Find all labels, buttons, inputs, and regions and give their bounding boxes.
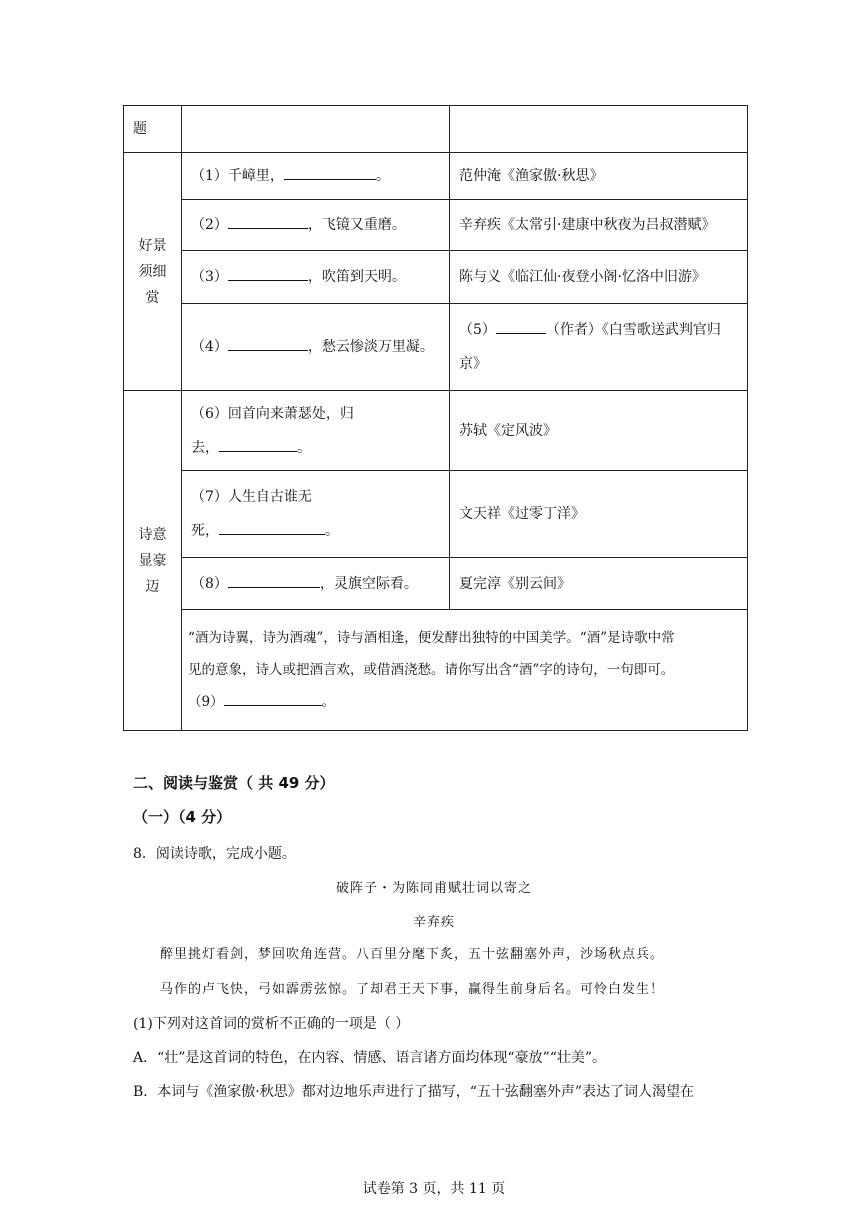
fill-in-table — [123, 105, 748, 731]
poem-author: 辛弃疾 — [412, 915, 455, 930]
table-row — [124, 200, 748, 251]
option-a[interactable]: A．“壮”是这首词的特色，在内容、情感、语言诸方面均体现“豪放”“壮美”。 — [133, 1050, 607, 1066]
source-cell: （5） （作者）《白雪歌送武判官归京》 — [450, 304, 748, 391]
question-cell: （7）人生自古谁无 死， 。 — [182, 471, 450, 558]
answer-blank[interactable] — [224, 689, 322, 706]
answer-blank[interactable] — [228, 571, 320, 588]
source-cell: 辛弃疾《太常引·建康中秋夜为吕叔潜赋》 — [450, 200, 748, 251]
question-cell: （4） ，愁云惨淡万里凝。 — [182, 304, 450, 391]
section-title: 二、阅读与鉴赏（ 共 49 分） — [133, 774, 335, 792]
author-blank[interactable] — [496, 317, 546, 334]
header-category-cell: 题 — [124, 106, 182, 153]
answer-blank[interactable] — [284, 163, 376, 180]
wine-question-cell: “酒为诗翼，诗为酒魂”，诗与酒相逢，便发酵出独特的中国美学。“酒”是诗歌中常 见的意象，诗人或把酒言欢，或借酒浇愁。请你写出含“酒”字的诗句，一句即可。 （9） 。 — [182, 610, 748, 731]
source-cell: 范仲淹《渔家傲·秋思》 — [450, 153, 748, 200]
answer-blank[interactable] — [219, 518, 325, 535]
question-cell: （3） ，吹笛到天明。 — [182, 251, 450, 304]
poem-title: 破阵子・为陈同甫赋壮词以寄之 — [335, 881, 532, 896]
subsection-title: （一）（4 分） — [133, 808, 232, 826]
answer-blank[interactable] — [228, 264, 308, 281]
question-cell: （8） ，灵旗空际看。 — [182, 558, 450, 610]
source-cell: 苏轼《定风波》 — [450, 391, 748, 471]
category-cell-heroic: 诗意 显豪 迈 — [124, 391, 182, 731]
source-cell: 陈与义《临江仙·夜登小阁·忆洛中旧游》 — [450, 251, 748, 304]
question-cell: （6）回首向来萧瑟处，归 去， 。 — [182, 391, 450, 471]
table-row — [124, 304, 748, 391]
question-cell: （1）千嶂里， 。 — [182, 153, 450, 200]
page-footer: 试卷第 3 页，共 11 页 — [362, 1181, 506, 1197]
table-row — [124, 610, 748, 731]
table-header-row — [124, 106, 748, 153]
table-row — [124, 471, 748, 558]
source-cell: 文天祥《过零丁洋》 — [450, 471, 748, 558]
poem-line: 马作的卢飞快，弓如霹雳弦惊。了却君王天下事，赢得生前身后名。可怜白发生！ — [160, 982, 665, 997]
question-stem: (1)下列对这首词的赏析不正确的一项是（ ） — [133, 1016, 410, 1032]
source-cell: 夏完淳《别云间》 — [450, 558, 748, 610]
question-cell: （2） ，飞镜又重磨。 — [182, 200, 450, 251]
table-row — [124, 391, 748, 471]
category-cell-scenery: 好景 须细 赏 — [124, 153, 182, 391]
table-row — [124, 153, 748, 200]
answer-blank[interactable] — [219, 435, 297, 452]
answer-blank[interactable] — [228, 212, 308, 229]
question-8-prompt: 8．阅读诗歌，完成小题。 — [133, 846, 296, 862]
table-row — [124, 558, 748, 610]
option-b[interactable]: B．本词与《渔家傲·秋思》都对边地乐声进行了描写，“五十弦翻塞外声”表达了词人渴望在 — [133, 1084, 695, 1100]
poem-line: 醉里挑灯看剑，梦回吹角连营。八百里分麾下炙，五十弦翻塞外声，沙场秋点兵。 — [160, 947, 665, 962]
table-row — [124, 251, 748, 304]
answer-blank[interactable] — [228, 334, 308, 351]
